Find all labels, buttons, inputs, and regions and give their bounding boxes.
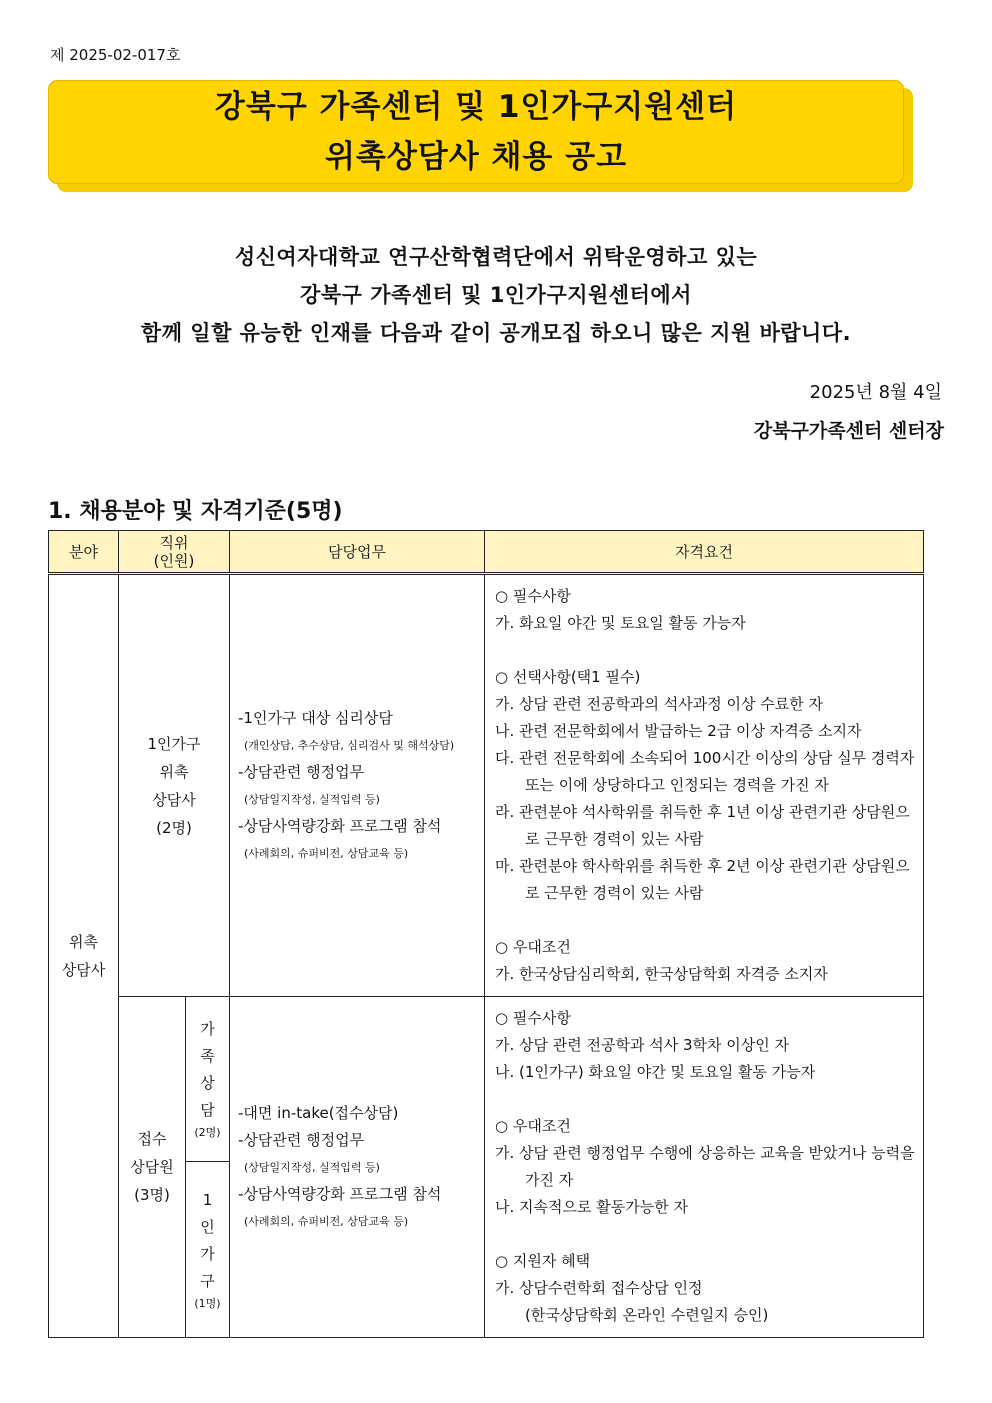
- intro-line-2: 강북구 가족센터 및 1인가구지원센터에서: [300, 283, 692, 307]
- header-position-line1: 직위: [159, 533, 189, 552]
- required-item: 가. 화요일 야간 및 토요일 활동 가능자: [495, 614, 746, 632]
- preferred-item: 나. 지속적으로 활동가능한 자: [495, 1198, 688, 1216]
- preferred-item: 가. 한국상담심리학회, 한국상담학회 자격증 소지자: [495, 965, 828, 983]
- sub-position-char: 1: [202, 1190, 213, 1209]
- header-position: [119, 531, 230, 574]
- benefit-note: (한국상담학회 온라인 수련일지 승인): [525, 1306, 769, 1324]
- duty-note: (개인상담, 추수상담, 심리검사 및 해석상담): [244, 738, 455, 752]
- optional-item: 가. 상담 관련 전공학과의 석사과정 이상 수료한 자: [495, 695, 823, 713]
- duty-item: -1인가구 대상 심리상담: [238, 708, 393, 727]
- sub-position-count: (2명): [194, 1126, 221, 1139]
- field-line2: 상담사: [61, 961, 106, 979]
- sub-position-char: 상: [200, 1074, 215, 1092]
- recruitment-table: [48, 530, 924, 1338]
- required-heading: ○ 필수사항: [495, 1009, 571, 1027]
- duty-note: (상담일지작성, 실적입력 등): [244, 792, 380, 806]
- sub-position-count: (1명): [194, 1296, 221, 1310]
- position-line: (2명): [156, 818, 192, 837]
- signer: 강북구가족센터 센터장: [753, 420, 944, 442]
- title-line-2: 위촉상담사 채용 공고: [324, 139, 628, 175]
- benefit-item: 가. 상담수련학회 접수상담 인정: [495, 1279, 703, 1297]
- optional-item: 나. 관련 전문학회에서 발급하는 2급 이상 자격증 소지자: [495, 722, 862, 740]
- title-line-1: 강북구 가족센터 및 1인가구지원센터: [214, 89, 738, 125]
- sub-position-char: 구: [200, 1271, 215, 1290]
- preferred-heading: ○ 우대조건: [495, 1117, 571, 1135]
- duty-item: -대면 in-take(접수상담): [238, 1103, 399, 1122]
- duty-item: -상담사역량강화 프로그램 참석: [238, 1184, 442, 1203]
- position-cell-single-household: [119, 574, 230, 997]
- duty-item: -상담관련 행정업무: [238, 1130, 365, 1149]
- duty-note: (상담일지작성, 실적입력 등): [244, 1160, 380, 1174]
- title-box: [48, 80, 904, 184]
- duty-item: -상담관련 행정업무: [238, 762, 365, 781]
- position-line: (3명): [134, 1186, 170, 1204]
- sub-position-char: 족: [200, 1047, 215, 1065]
- required-item: 나. (1인가구) 화요일 야간 및 토요일 활동 가능자: [495, 1063, 816, 1081]
- optional-item: 다. 관련 전문학회에 소속되어 100시간 이상의 상담 실무 경력자 또는 이에 상당하다고 인정되는 경력을 가진 자: [495, 749, 915, 794]
- sub-position-char: 가: [200, 1020, 215, 1038]
- sub-position-family: [186, 997, 230, 1162]
- sub-position-single-household: [186, 1162, 230, 1338]
- position-line: 위촉: [159, 762, 189, 781]
- announcement-date: 2025년 8월 4일: [809, 382, 942, 403]
- sub-position-char: 인: [200, 1217, 215, 1236]
- requirements-cell-row1: [485, 574, 924, 997]
- requirements-cell-row2: [485, 997, 924, 1338]
- duties-cell-row2: [230, 997, 485, 1338]
- position-line: 1인가구: [147, 734, 201, 753]
- benefit-heading: ○ 지원자 혜택: [495, 1252, 591, 1270]
- duty-note: (사례회의, 슈퍼비전, 상담교육 등): [244, 846, 409, 860]
- intro-line-1: 성신여자대학교 연구산학협력단에서 위탁운영하고 있는: [234, 245, 758, 269]
- document-number: 제 2025-02-017호: [50, 46, 181, 64]
- position-line: 접수: [137, 1130, 167, 1148]
- field-line1: 위촉: [69, 933, 98, 951]
- header-duties: 담당업무: [230, 531, 485, 574]
- position-line: 상담사: [152, 790, 196, 809]
- header-field: 분야: [49, 531, 119, 574]
- optional-item: 마. 관련분야 학사학위를 취득한 후 2년 이상 관련기관 상담원으로 근무한 경력이 있는 사람: [495, 857, 910, 902]
- position-line: 상담원: [130, 1158, 174, 1176]
- header-requirements: 자격요건: [485, 531, 924, 574]
- optional-heading: ○ 선택사항(택1 필수): [495, 668, 641, 686]
- sub-position-char: 담: [200, 1101, 215, 1119]
- table-row: [49, 997, 924, 1162]
- duties-cell-row1: [230, 574, 485, 997]
- field-cell: [49, 574, 119, 1338]
- duty-note: (사례회의, 슈퍼비전, 상담교육 등): [244, 1214, 409, 1228]
- intro-text: [40, 238, 952, 352]
- preferred-item: 가. 상담 관련 행정업무 수행에 상응하는 교육을 받았거나 능력을 가진 자: [495, 1144, 915, 1189]
- table-header-row: [49, 531, 924, 574]
- required-heading: ○ 필수사항: [495, 587, 571, 605]
- header-position-line2: (인원): [153, 551, 195, 570]
- duty-item: -상담사역량강화 프로그램 참석: [238, 816, 442, 835]
- intro-line-3: 함께 일할 유능한 인재를 다음과 같이 공개모집 하오니 많은 지원 바랍니다.: [140, 321, 852, 345]
- required-item: 가. 상담 관련 전공학과 석사 3학차 이상인 자: [495, 1036, 790, 1054]
- table-row: [49, 574, 924, 997]
- position-cell-intake: [119, 997, 186, 1338]
- preferred-heading: ○ 우대조건: [495, 938, 571, 956]
- section-title: 1. 채용분야 및 자격기준(5명): [48, 499, 343, 524]
- optional-item: 라. 관련분야 석사학위를 취득한 후 1년 이상 관련기관 상담원으로 근무한 경력이 있는 사람: [495, 803, 910, 848]
- sub-position-char: 가: [200, 1244, 215, 1263]
